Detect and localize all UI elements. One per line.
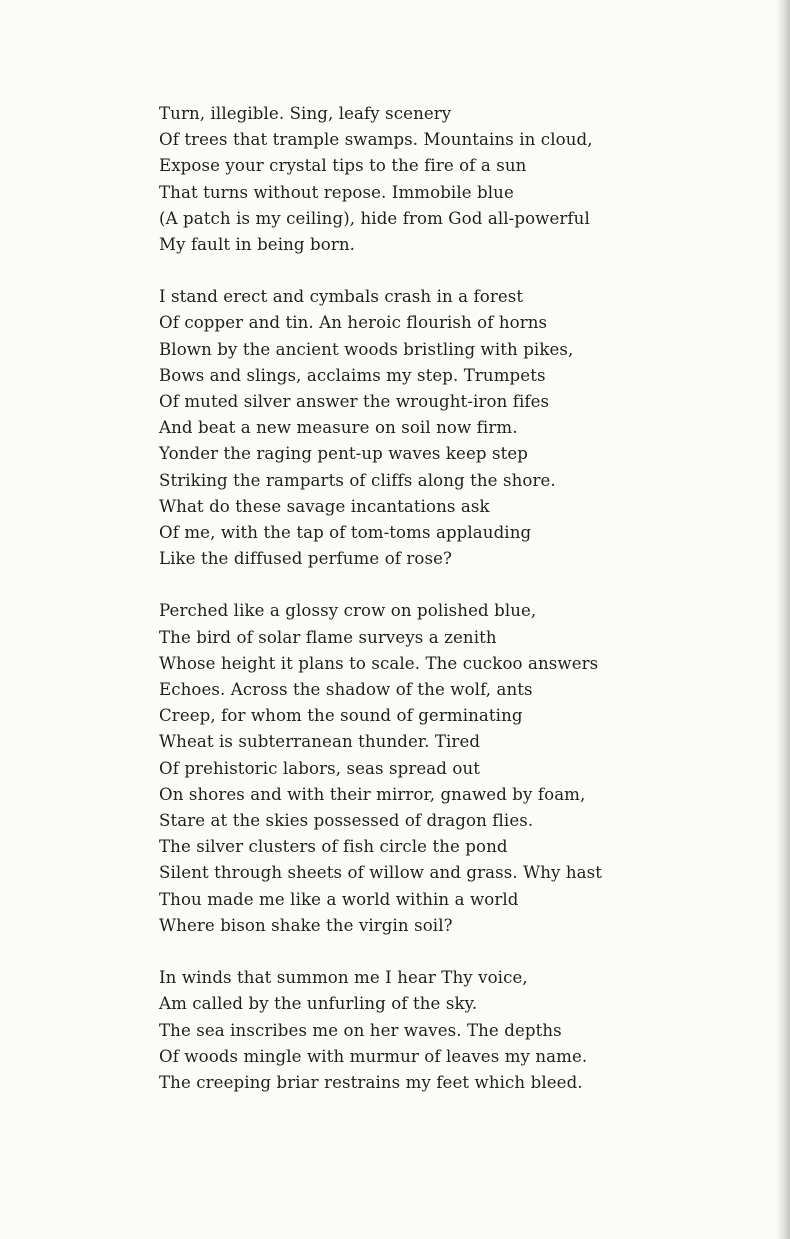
stanza-2 (159, 284, 759, 572)
poem-line: Stare at the skies possessed of dragon flies. (159, 811, 534, 831)
poem-line: The sea inscribes me on her waves. The depths (159, 1020, 562, 1040)
poem-line: Of copper and tin. An heroic flourish of horns (159, 313, 548, 333)
poem-line: And beat a new measure on soil now firm. (159, 418, 518, 438)
poem-line: Of me, with the tap of tom-toms applauding (159, 523, 532, 543)
poem-line: The creeping briar restrains my feet which bleed. (159, 1072, 583, 1092)
poem-line: Whose height it plans to scale. The cuckoo answers (159, 653, 599, 673)
poem-line: Like the diffused perfume of rose? (159, 549, 453, 569)
poem-line: Of trees that trample swamps. Mountains in cloud, (159, 130, 593, 150)
stanza-1 (159, 101, 759, 258)
poem-line: Thou made me like a world within a world (159, 889, 519, 909)
poem-line: Of muted silver answer the wrought-iron fifes (159, 392, 550, 412)
poem-line: In winds that summon me I hear Thy voice, (159, 968, 528, 988)
stanza-4 (159, 965, 759, 1096)
poem-line: Of prehistoric labors, seas spread out (159, 758, 481, 778)
poem-line: Silent through sheets of willow and grass. Why hast (159, 863, 603, 883)
poem-line: Creep, for whom the sound of germinating (159, 706, 523, 726)
poem-line: Expose your crystal tips to the fire of a sun (159, 156, 527, 176)
page-edge-shadow (776, 0, 790, 1239)
poem-line: That turns without repose. Immobile blue (159, 182, 514, 202)
poem-line: Striking the ramparts of cliffs along the shore. (159, 470, 556, 490)
poem-line: Wheat is subterranean thunder. Tired (159, 732, 481, 752)
poem-line: Turn, illegible. Sing, leafy scenery (159, 104, 452, 123)
poem-line: Bows and slings, acclaims my step. Trumpets (159, 365, 546, 385)
poem-line: On shores and with their mirror, gnawed by foam, (159, 784, 586, 804)
poem-line: Am called by the unfurling of the sky. (159, 994, 478, 1014)
poem-line: My fault in being born. (159, 235, 356, 255)
poem-text (159, 101, 759, 1096)
poem-line: (A patch is my ceiling), hide from God all-powerful (159, 208, 590, 228)
poem-line: Of woods mingle with murmur of leaves my name. (159, 1046, 588, 1066)
poem-line: What do these savage incantations ask (159, 496, 490, 516)
poem-line: Perched like a glossy crow on polished blue, (159, 601, 537, 621)
poem-line: Yonder the raging pent-up waves keep step (159, 444, 529, 464)
poem-line: Echoes. Across the shadow of the wolf, ants (159, 680, 533, 700)
poem-line: The silver clusters of fish circle the pond (159, 837, 508, 857)
poem-line: The bird of solar flame surveys a zenith (159, 627, 497, 647)
stanza-3 (159, 598, 759, 939)
poem-line: Where bison shake the virgin soil? (159, 915, 453, 935)
poem-line: I stand erect and cymbals crash in a forest (159, 287, 524, 307)
poem-line: Blown by the ancient woods bristling with pikes, (159, 339, 574, 359)
